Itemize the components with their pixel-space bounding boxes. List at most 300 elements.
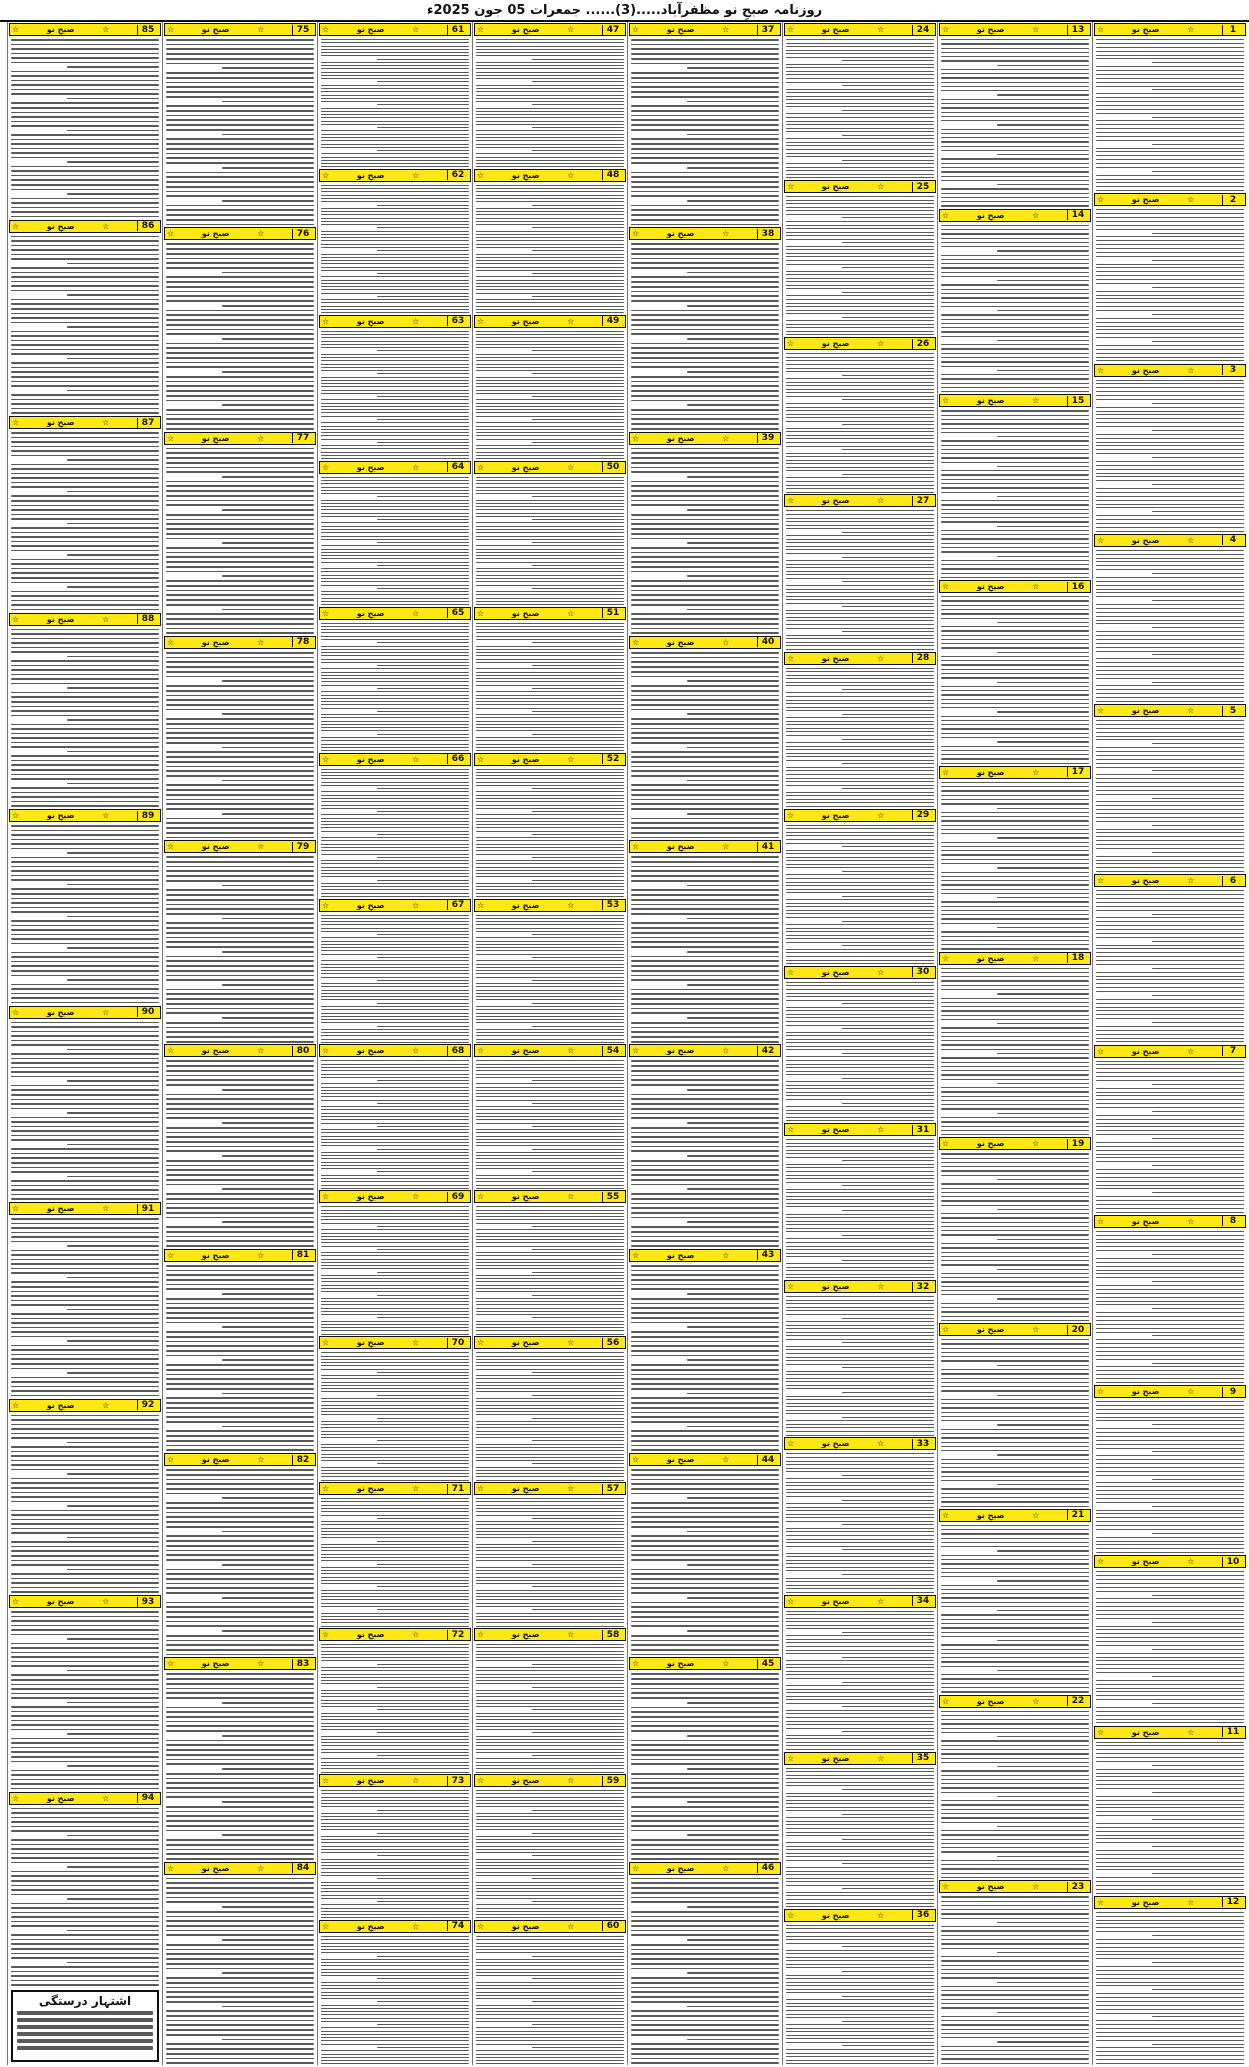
ad-text-block	[318, 913, 472, 1044]
text-line	[1096, 182, 1244, 183]
text-line	[941, 272, 1089, 273]
star-icon: ☆	[477, 900, 485, 910]
text-line	[166, 63, 314, 65]
text-line	[786, 99, 934, 100]
text-line	[631, 1483, 779, 1485]
text-line	[786, 1867, 934, 1868]
text-line	[941, 968, 1089, 969]
text-line	[11, 1697, 159, 1699]
text-line	[1096, 1695, 1244, 1696]
masthead	[0, 0, 1249, 22]
text-line	[166, 448, 314, 450]
text-line	[1096, 93, 1244, 94]
ad-brand: صبحِ نو	[201, 433, 230, 443]
text-line	[1096, 1993, 1244, 1994]
text-line	[786, 1143, 934, 1144]
text-line	[687, 305, 779, 307]
text-line	[11, 157, 159, 159]
text-line	[631, 195, 779, 197]
text-line	[166, 366, 314, 368]
text-line	[631, 1878, 779, 1880]
text-line	[786, 1067, 934, 1068]
classified-ad	[1093, 1044, 1247, 1214]
ad-text-block	[318, 1788, 472, 1919]
text-line	[1152, 1281, 1244, 1282]
text-line	[11, 1358, 159, 1360]
text-line	[786, 1482, 934, 1483]
ad-header-bar	[1094, 704, 1246, 717]
text-line	[687, 885, 779, 887]
text-line	[941, 1134, 1089, 1135]
text-line	[941, 1104, 1089, 1105]
text-line	[166, 1445, 314, 1447]
text-line	[997, 2041, 1089, 2042]
text-line	[1096, 399, 1244, 400]
text-line	[11, 1541, 159, 1543]
text-line	[786, 1803, 934, 1804]
ad-header-bar	[1094, 1215, 1246, 1228]
text-line	[941, 410, 1089, 411]
text-line	[631, 1839, 779, 1841]
text-line	[166, 1416, 314, 1418]
text-line	[67, 719, 159, 721]
text-line	[11, 1121, 159, 1123]
text-line	[11, 755, 159, 757]
text-line	[786, 271, 934, 272]
star-icon: ☆	[942, 1139, 950, 1149]
text-line	[631, 2062, 779, 2064]
text-line	[631, 880, 779, 882]
classified-ad	[318, 1919, 472, 2065]
text-line	[1096, 1204, 1244, 1205]
star-icon: ☆	[877, 1282, 885, 1292]
text-line	[67, 884, 159, 886]
text-line	[786, 1807, 934, 1808]
text-line	[631, 1160, 779, 1162]
text-line	[11, 1464, 159, 1466]
text-line	[786, 724, 934, 725]
text-line	[1096, 1923, 1244, 1924]
text-line	[1096, 1258, 1244, 1259]
classified-ad	[163, 1452, 317, 1656]
text-line	[631, 1944, 779, 1946]
text-line	[1096, 1142, 1244, 1143]
text-line	[1096, 2005, 1244, 2006]
text-line	[842, 1078, 934, 1079]
text-line	[166, 1430, 314, 1432]
text-line	[1096, 1862, 1244, 1863]
text-line	[1096, 1034, 1244, 1035]
text-line	[786, 1113, 934, 1114]
text-line	[166, 1697, 314, 1699]
text-line	[166, 1169, 314, 1171]
text-line	[631, 291, 779, 293]
text-line	[1096, 739, 1244, 740]
ad-number: 6	[1222, 876, 1243, 886]
ad-header-bar	[939, 1137, 1091, 1150]
text-line	[1096, 418, 1244, 419]
text-line	[786, 1167, 934, 1168]
ad-header-bar	[319, 899, 471, 912]
text-line	[786, 1531, 934, 1532]
text-line	[631, 1412, 779, 1414]
text-line	[941, 1175, 1089, 1176]
text-line	[631, 148, 779, 150]
text-line	[1096, 635, 1244, 636]
text-line	[941, 1868, 1089, 1869]
text-line	[1096, 248, 1244, 249]
text-line	[222, 1188, 314, 1190]
text-line	[1096, 1014, 1244, 1015]
text-line	[941, 1488, 1089, 1489]
text-line	[11, 1830, 159, 1832]
text-line	[166, 1184, 314, 1186]
ad-number: 23	[1067, 1882, 1088, 1892]
text-line	[786, 1203, 934, 1204]
ad-header-bar	[474, 899, 626, 912]
text-line	[166, 1265, 314, 1267]
text-line	[687, 984, 779, 986]
text-line	[67, 1372, 159, 1374]
text-line	[842, 2021, 934, 2022]
text-line	[166, 547, 314, 549]
text-line	[631, 1274, 779, 1276]
ad-text-block	[783, 1294, 937, 1436]
text-line	[786, 53, 934, 54]
text-line	[631, 418, 779, 420]
text-line	[166, 390, 314, 392]
ad-number: 31	[912, 1125, 933, 1135]
text-line	[631, 1374, 779, 1376]
text-line	[166, 1070, 314, 1072]
text-line	[786, 1396, 934, 1397]
text-line	[11, 1026, 159, 1028]
text-line	[166, 162, 314, 164]
text-line	[1096, 1579, 1244, 1580]
text-line	[786, 528, 934, 529]
text-line	[11, 1327, 159, 1329]
text-line	[631, 457, 779, 459]
text-line	[786, 1457, 934, 1458]
text-line	[941, 609, 1089, 610]
text-line	[1096, 461, 1244, 462]
text-line	[1096, 1521, 1244, 1522]
ad-header-bar	[784, 809, 936, 822]
text-line	[941, 479, 1089, 480]
ad-number: 66	[447, 754, 468, 764]
text-line	[941, 197, 1089, 198]
text-line	[941, 1960, 1089, 1961]
text-line	[786, 1713, 934, 1714]
text-line	[631, 72, 779, 74]
text-line	[1096, 1947, 1244, 1948]
text-line	[786, 1360, 934, 1361]
text-line	[67, 1505, 159, 1507]
text-line	[941, 1943, 1089, 1944]
text-line	[786, 417, 934, 418]
text-line	[1096, 225, 1244, 226]
text-line	[687, 747, 779, 749]
text-line	[166, 1692, 314, 1694]
text-line	[687, 1155, 779, 1157]
ad-text-block	[473, 329, 627, 460]
text-line	[786, 799, 934, 800]
ad-text-block	[628, 1263, 782, 1452]
star-icon: ☆	[632, 1455, 640, 1465]
text-line	[941, 225, 1089, 226]
text-line	[67, 459, 159, 461]
star-icon: ☆	[477, 1484, 485, 1494]
text-line	[786, 1903, 934, 1904]
text-line	[166, 1820, 314, 1822]
ad-number: 84	[292, 1863, 313, 1873]
text-line	[786, 1696, 934, 1697]
ad-text-block	[163, 1058, 317, 1247]
text-line	[11, 609, 159, 611]
text-line	[11, 1921, 159, 1923]
text-line	[631, 970, 779, 972]
text-line	[631, 1673, 779, 1675]
text-line	[631, 1849, 779, 1851]
text-line	[222, 1359, 314, 1361]
text-line	[1096, 1463, 1244, 1464]
text-line	[1096, 1436, 1244, 1437]
text-line	[786, 249, 934, 250]
text-line	[941, 1969, 1089, 1970]
text-line	[166, 1174, 314, 1176]
text-line	[941, 99, 1089, 100]
text-line	[786, 1592, 934, 1593]
text-line	[631, 803, 779, 805]
text-line	[11, 1812, 159, 1814]
text-line	[166, 319, 314, 321]
ad-brand: صبحِ نو	[1131, 1727, 1160, 1737]
text-line	[11, 669, 159, 671]
text-line	[1096, 229, 1244, 230]
text-line	[1096, 1107, 1244, 1108]
text-line	[166, 970, 314, 972]
text-line	[941, 829, 1089, 830]
text-line	[11, 1331, 159, 1333]
text-line	[786, 1270, 934, 1271]
text-line	[631, 504, 779, 506]
text-line	[1096, 747, 1244, 748]
text-line	[687, 404, 779, 406]
text-line	[11, 839, 159, 841]
text-line	[1096, 155, 1244, 156]
text-line	[166, 352, 314, 354]
text-line	[11, 1099, 159, 1101]
text-line	[631, 1820, 779, 1822]
text-line	[1096, 1173, 1244, 1174]
ad-text-block	[1093, 548, 1247, 703]
text-line	[786, 1071, 934, 1072]
text-line	[1152, 1622, 1244, 1623]
text-line	[997, 1484, 1089, 1485]
text-line	[631, 1778, 779, 1780]
text-line	[1096, 256, 1244, 257]
text-line	[941, 1533, 1089, 1534]
text-line	[1096, 434, 1244, 435]
text-line	[1096, 755, 1244, 756]
text-line	[11, 331, 159, 333]
star-icon: ☆	[167, 1250, 175, 1260]
text-line	[786, 567, 934, 568]
text-line	[786, 1581, 934, 1582]
text-line	[786, 1660, 934, 1661]
text-line	[1096, 86, 1244, 87]
text-line	[166, 1934, 314, 1936]
text-line	[166, 718, 314, 720]
star-icon: ☆	[1032, 1510, 1040, 1520]
text-line	[166, 1930, 314, 1932]
text-line	[786, 1611, 934, 1612]
classified-ad	[473, 1335, 627, 1481]
text-line	[786, 2010, 934, 2011]
text-line	[11, 505, 159, 507]
ad-text-block	[783, 1137, 937, 1279]
text-line	[631, 86, 779, 88]
text-line	[941, 1860, 1089, 1861]
ad-number: 60	[602, 1921, 623, 1931]
text-line	[1096, 1951, 1244, 1952]
text-line	[11, 1943, 159, 1945]
ad-number: 71	[447, 1484, 468, 1494]
text-line	[631, 1003, 779, 1005]
text-line	[11, 1130, 159, 1132]
text-line	[631, 1796, 779, 1798]
star-icon: ☆	[322, 1484, 330, 1494]
text-line	[786, 685, 934, 686]
text-line	[166, 1098, 314, 1100]
text-line	[1096, 1301, 1244, 1302]
text-line	[11, 724, 159, 726]
text-line	[786, 207, 934, 208]
ad-header-bar	[474, 1628, 626, 1641]
text-line	[1096, 395, 1244, 396]
text-line	[1096, 999, 1244, 1000]
text-line	[1096, 1239, 1244, 1240]
text-line	[786, 2003, 934, 2004]
ad-number: 63	[447, 316, 468, 326]
text-line	[631, 362, 779, 364]
text-line	[11, 907, 159, 909]
text-line	[786, 364, 934, 365]
text-line	[11, 1783, 159, 1785]
text-line	[1152, 682, 1244, 683]
classified-ad	[163, 635, 317, 839]
text-line	[166, 1897, 314, 1899]
text-line	[631, 594, 779, 596]
ad-header-bar	[939, 1509, 1091, 1522]
ad-brand: صبحِ نو	[1131, 1046, 1160, 1056]
text-line	[941, 842, 1089, 843]
text-line	[786, 1860, 934, 1861]
text-line	[941, 2033, 1089, 2034]
ad-number: 79	[292, 842, 313, 852]
text-line	[786, 1427, 934, 1428]
text-line	[842, 1367, 934, 1368]
text-line	[166, 533, 314, 535]
star-icon: ☆	[632, 1659, 640, 1669]
classified-ad	[938, 1879, 1092, 2065]
ad-number: 15	[1067, 396, 1088, 406]
ad-number: 14	[1067, 210, 1088, 220]
text-line	[786, 867, 934, 868]
ad-text-block	[473, 767, 627, 898]
text-line	[941, 449, 1089, 450]
ad-brand: صبحِ نو	[821, 1282, 850, 1292]
text-line	[786, 599, 934, 600]
text-line	[166, 248, 314, 250]
text-line	[631, 1516, 779, 1518]
text-line	[1096, 1413, 1244, 1414]
text-line	[631, 1383, 779, 1385]
text-line	[786, 1703, 934, 1704]
text-line	[786, 1960, 934, 1961]
star-icon: ☆	[167, 229, 175, 239]
classified-ad	[628, 635, 782, 839]
text-line	[11, 125, 159, 127]
text-line	[786, 717, 934, 718]
ad-header-bar	[319, 753, 471, 766]
ad-number: 74	[447, 1921, 468, 1931]
text-line	[1152, 852, 1244, 853]
text-line	[631, 1535, 779, 1537]
text-line	[687, 713, 779, 715]
text-line	[941, 1843, 1089, 1844]
text-line	[786, 707, 934, 708]
ad-brand: صبحِ نو	[356, 608, 385, 618]
text-line	[67, 1049, 159, 1051]
text-line	[786, 535, 934, 536]
text-line	[941, 931, 1089, 932]
star-icon: ☆	[322, 1338, 330, 1348]
star-icon: ☆	[412, 1484, 420, 1494]
text-line	[1096, 589, 1244, 590]
text-line	[67, 358, 159, 360]
text-line	[166, 552, 314, 554]
text-line	[222, 1221, 314, 1223]
text-line	[1096, 1606, 1244, 1607]
classified-ad	[783, 1594, 937, 1751]
text-line	[166, 1449, 314, 1451]
text-line	[11, 629, 159, 631]
text-line	[166, 770, 314, 772]
text-line	[1096, 190, 1244, 191]
text-line	[631, 390, 779, 392]
text-line	[786, 778, 934, 779]
text-line	[11, 1291, 159, 1293]
text-line	[786, 1936, 934, 1937]
classified-ad	[628, 839, 782, 1043]
star-icon: ☆	[787, 810, 795, 820]
text-line	[786, 1420, 934, 1421]
column-6	[317, 22, 472, 2065]
text-line	[842, 1235, 934, 1236]
classified-ad	[783, 336, 937, 493]
ad-header-bar	[319, 1628, 471, 1641]
text-line	[631, 1288, 779, 1290]
text-line	[1096, 1010, 1244, 1011]
text-line	[1096, 1587, 1244, 1588]
text-line	[631, 1759, 779, 1761]
text-line	[786, 74, 934, 75]
ad-number: 77	[292, 433, 313, 443]
classified-ad	[473, 1627, 627, 1773]
classified-ad	[783, 493, 937, 650]
text-line	[11, 303, 159, 305]
